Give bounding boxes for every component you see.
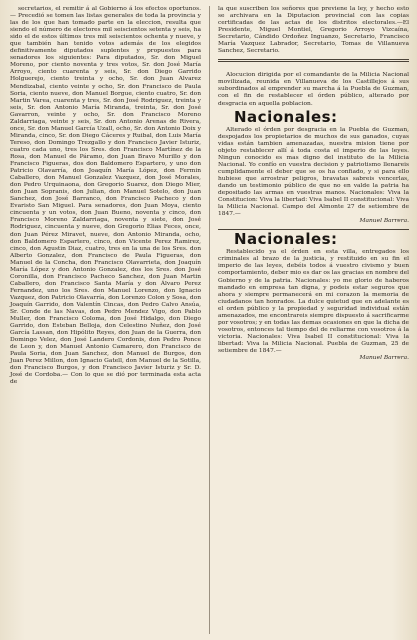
signature-second: Manuel Barrera. — [359, 355, 409, 362]
section-rule — [218, 59, 409, 62]
heading-nacionales-2: Nacionales: — [234, 230, 338, 249]
speech-first: Alterado el órden por desgracia en la Puebla de Guzman, despojados los propietarios de muchos de sus ganados, cuyas vidas están tambien amenazadas, nuestra mision tiene por objeto restablecer allí á toda costa el imperio de las leyes. Ningun conocido es mas digno del instituto de la Milicia Nacional. Yo confío en vuestra decision y patriotismo llenareis cumplidamente el deber que se os ha confiado, y si para ello hubiese que arrostrar peligros, bravatas sabreis vencerlas, dando un testimonio público de que no en valde la patria ha depositado las armas en vuestras manos. Nacionales: Viva la Constitucion: Viva la libertad: Viva Isabel II constitucional: Viva la Milicia Nacional. Campo del Almonte 27 de setiembre de 1847.— — [218, 126, 409, 218]
speech-second: Restablecido ya el órden en esta villa, entregados los criminales al brazo de la justicia, y restituido en su fin el imperio de las leyes, debéis todos á vuestro civismo y buen comportamiento, deber mio es dar os las gracias en nombre del Gobierno y de la patria. Nacionales: yo me glorio de haberos mandado en empresa tan digna, y podeis estar seguros que ahora y siempre permanecerá en mi corazon la memoria de ciudadanos tan honrados. La dulce quietud que en adelante es el orden público y la propiedad y seguridad individual están amenazados, me encontrareis siempre dispuesto á sacrificarme por vosotros; y en todas las demas ocasiones en que la dicha de vosotros, entonces tal tiempo del de reliarme con vosotros á la victoria. Nacionales: Viva Isabel II constitucional: Viva la libertad: Viva la Milicia Nacional. Puebla de Guzman, 25 de setiembre de 1847.— — [218, 249, 409, 354]
right-column — [218, 6, 409, 634]
column-divider — [209, 6, 210, 634]
signature-first: Manuel Barrera. — [359, 218, 409, 225]
act-closing-text: la que suscriben los señores que previene la ley, y hecho esto se archivara en la Diputacion provincial con las copias certificadas de las actas de los distritos electorales.—El Presidente, Miguel Montiel, Gregorio Arroyo Vizcaína, Secretario, Cándido Ordoñez Inguanzo, Secretario, Francisco María Vazquez Labrador, Secretario, Tomas de Villanueva Sanchez, Secretario. — [218, 6, 409, 55]
columns — [10, 6, 409, 634]
left-column — [10, 6, 201, 634]
proclamation-intro: Alocucion dirigida por el comandante de la Milicia Nacional movilizada, reunida en Villanueva de los Castillejos á sus subordinados al emprender su marcha á la Puebla de Guzman, con el fin de restablecer el órden público, alterado por desgracia en aquella poblacion. — [218, 72, 409, 107]
heading-nacionales-1: Nacionales: — [234, 107, 338, 126]
election-results-text: secretarios, el remitir á al Gobierno á los efectos oportunos.— Precedió se tomen las listas generales de toda la provincia y las de los que han tomado parte en la eleccion, resulta que siendo el número de electores mil seiscientos setenta y seis, ha sido el de estos últimos tres mil seiscientos ochenta y nueve, y que también han tenido votos además de los elegidos definitivamente diputados suplentes y propuestos para senadores los siguientes: Para diputados, Sr. don Miguel Moreno, por ciento noventa y tres votos, Sr. don José María Arroyo, ciento cuarenta y seis, Sr. don Diego Garrido Holguerejo, ciento treinta y ocho, Sr. don Juan Alvarez Mendizabal, ciento veinte y ocho, Sr. don Francisco de Paula Soria, ciento nueve, don Manuel Borgue, ciento cuatro, Sr. don Martin Varea, cuarenta y tres, Sr. don José Rodriguez, treinta y seis, Sr. don Antonio María Miranda, treinta, Sr. don José Gavarron, veinte y ocho, Sr. don Francisco Moreno Zaldarriaga, veinte y seis, Sr. don Antonio Arenas de Rivera, once, Sr. don Manuel García Uzall, ocho, Sr. don Antonio Doix y Miranda, cinco, Sr. don Diego Cáceres y Ruibal, don Luis María Tereso, don Domingo Trezgallo y don Francisco Javier Isturiz, cuatro cada uno, tres los Sres. don Francisco Martínez de la Rosa, don Manuel de Páramo, don Juan Bravo Murillo y don Francisco Figueras, dos don Baldomero Espartero, y uno don Patricio Olavarría, don Joaquín María López, don Fermin Caballero, don Manuel Gonzalez Vazquez, don José Morales, don Pedro Urquinaona, don Gregorio Suarez, don Diego Mier, don Juan Sopranis, don Julian, don Manuel Sotelo, don Juan Sanchez, don José Barranco, don Francisco Pacheco y don Evaristo San Miguel. Para senadores, don Juan Moya, ciento cincuenta y un votos, don Juan Bueno, noventa y cinco, don Francisco Moreno Zaldarriaga, noventa y siete, don José Rodriguez, cincuenta y nueve, don Gregorio Elias Feces, once, don Juan Pérez Miravet, nueve, don Antonio Miranda, ocho, don Baldomero Espartero, cinco, don Vicente Perez Ramirez, cinco, don Agustin Diaz, cuatro, tres en la una de los Sres. don Alberto Gonzalez, don Francisco de Paula Figueras, don Manuel de la Concha, don Francisco Olavarrieta, don Joaquín María López y don Antonio Gonzalez, dos los Sres. don José Coronilla, don Francisco Pacheco Sanchez, don Juan Martin Caballero, don Francisco Santa María y don Álvaro Perez Fernandez, uno los Sres. don Manuel Lorenzo, don Ignacio Vazquez, don Patricio Olavarría, don Lorenzo Colon y Sosa, don Joaquín Garrido, don Valentín Cincas, don Pedro Calvo Ansúa, Sr. Conde de las Navas, don Pedro Mendez Vigo, don Pablo Muller, don Francisco Coloma, don José Hidalgo, don Diego Garrido, don Esteban Belloja, don Celestino Nuñez, don José García Lassan, don Hipólito Reyes, don Juan de la Guerra, don Domingo Velez, don José Landero Cordonis, don Pedro Ponce de Leon y, don Manuel Antonio Camarero, don Francisco de Paula Soria, don Juan Sanchez, don Manuel de Burgos, don Juan Perez Millon, don Ignacio Gatell, don Manuel de la Sotilla, don Francisco Burgos, y don Francisco Javier Isturiz y Sr. D. José de Cordoba.— Con lo que se dió por terminada esta acta de — [10, 6, 201, 386]
